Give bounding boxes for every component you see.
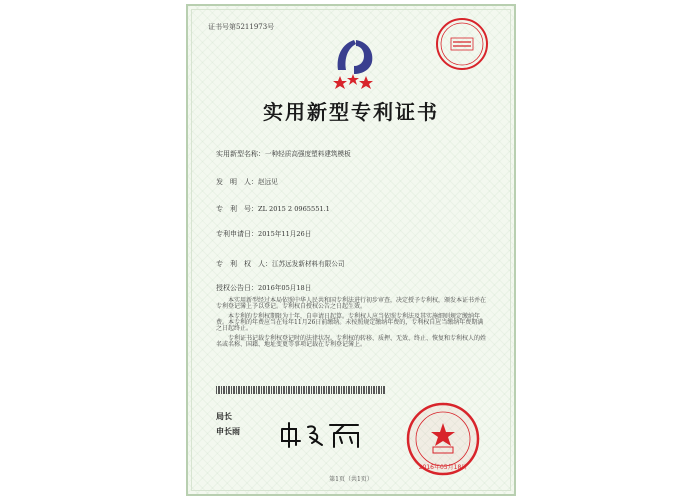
field-grant-date: [216, 282, 311, 293]
field-label: 发 明 人：: [216, 178, 258, 186]
official-seal-large: [403, 401, 483, 477]
patent-office-logo: [326, 34, 382, 90]
field-value: 2015年11月26日: [258, 230, 312, 238]
field-value: 江苏远发新材料有限公司: [272, 260, 345, 268]
field-value: 赵远见: [258, 178, 278, 186]
field-value: 2016年05月18日: [258, 284, 312, 292]
director-name: 申长雨: [216, 426, 240, 436]
certificate-title: 实用新型专利证书: [263, 100, 439, 124]
page-footer: 第1页（共1页）: [329, 476, 373, 483]
field-label: 专 利 号：: [216, 205, 258, 213]
barcode: [216, 386, 386, 394]
field-utility-model-name: [216, 148, 351, 159]
seal-date: 2016年05月18日: [418, 464, 468, 471]
official-seal-small: [434, 16, 490, 72]
field-value: 一种轻质高强度塑料建筑模板: [265, 150, 351, 158]
body-paragraph: 专利证书记载专利权登记时的法律状况。专利权的转移、质押、无效、终止、恢复和专利权人的姓名或名称、国籍、地址变更等事项记载在专利登记簿上。: [216, 335, 487, 348]
body-paragraph: 本专利的专利权期限为十年，自申请日起算。专利权人应当依照专利法及其实施细则规定缴纳年费。本专利的年费应当在每年11月26日前缴纳。未按照规定缴纳年费的，专利权自应当缴纳年费期满之日起终止。: [216, 313, 484, 332]
field-label: 专 利 权 人：: [216, 260, 272, 268]
field-label: 授权公告日：: [216, 284, 258, 292]
field-patent-number: [216, 204, 330, 214]
field-patentee: [216, 258, 345, 269]
certificate-body: [216, 298, 488, 352]
field-label: 实用新型名称：: [216, 150, 265, 158]
certificate-number: 证书号第5211973号: [208, 23, 275, 31]
field-application-date: [216, 228, 311, 239]
body-paragraph: 本实用新型经过本局依照中华人民共和国专利法进行初步审查，决定授予专利权，颁发本证书并在专利登记簿上予以登记。专利权自授权公告之日起生效。: [216, 297, 487, 310]
field-value: ZL 2015 2 0965551.1: [258, 205, 330, 213]
director-title: 局长: [216, 411, 232, 421]
handwritten-signature: [278, 419, 368, 449]
field-label: 专利申请日：: [216, 230, 258, 238]
patent-certificate: [186, 4, 516, 496]
field-inventor: [216, 176, 278, 187]
